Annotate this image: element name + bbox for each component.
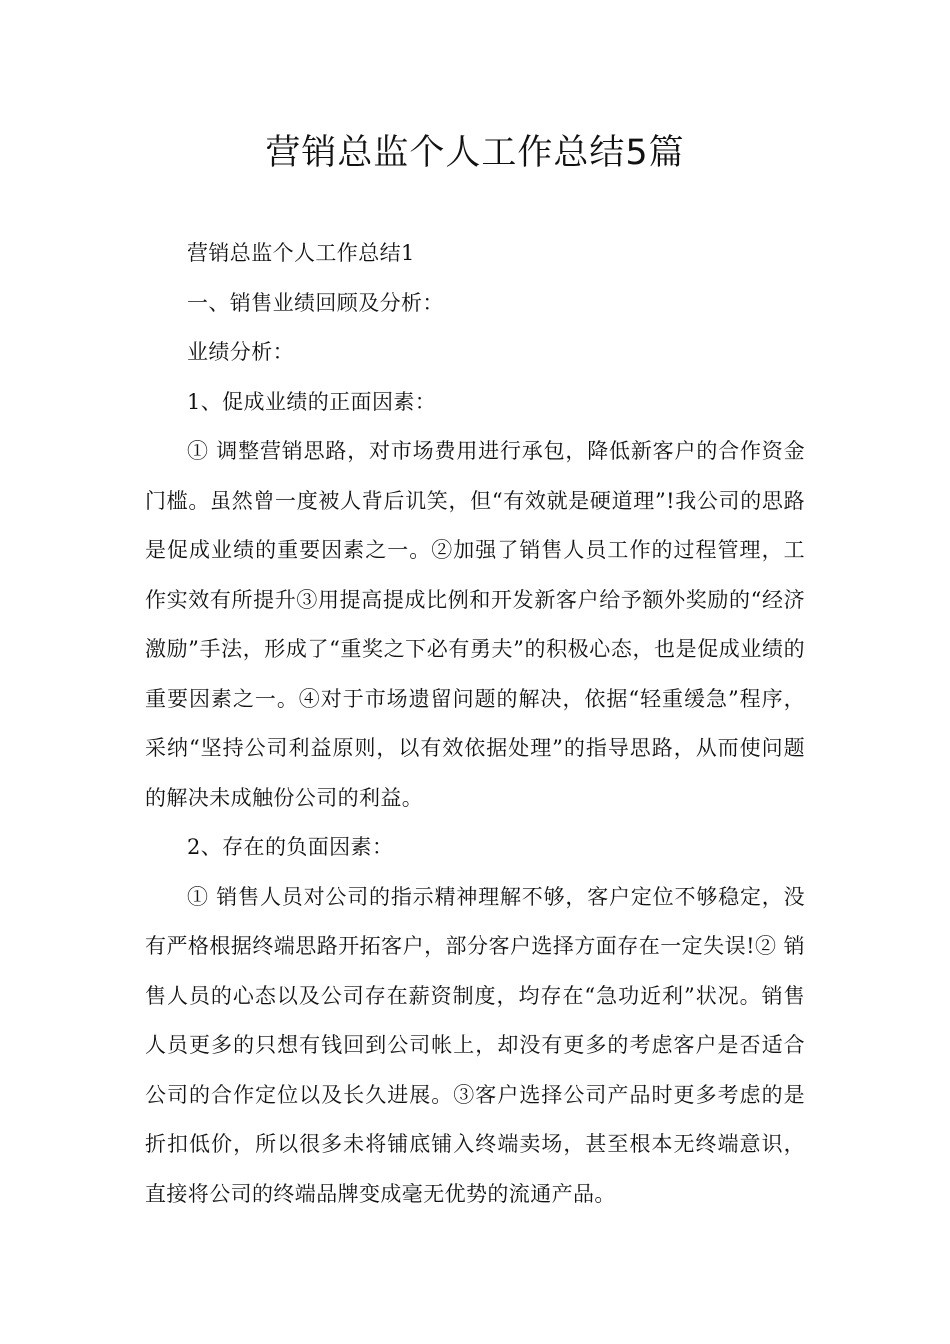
section-heading: 营销总监个人工作总结1 xyxy=(187,241,415,265)
document-body xyxy=(145,229,805,1219)
positive-factors-heading: 1、促成业绩的正面因素： xyxy=(187,389,437,414)
negative-factors-heading: 2、存在的负面因素： xyxy=(187,835,394,859)
subsection-heading: 一、销售业绩回顾及分析： xyxy=(187,290,444,315)
negative-factors-paragraph: ① 销售人员对公司的指示精神理解不够，客户定位不够稳定，没有严格根据终端思路开拓客户，部分客户选择方面存在一定失误!② 销售人员的心态以及公司存在薪资制度，均存在“急功近利”状况。销售人员更多的只想有钱回到公司帐上，却没有更多的考虑客户是否适合公司的合作定位以及长久进展。③客户选择公司产品时更多考虑的是折扣低价，所以很多未将铺底铺入终端卖场，甚至根本无终端意识，直接将公司的终端品牌变成毫无优势的流通产品。 xyxy=(145,884,805,1206)
positive-factors-paragraph: ① 调整营销思路，对市场费用进行承包，降低新客户的合作资金门槛。虽然曾一度被人背后讥笑，但“有效就是硬道理”!我公司的思路是促成业绩的重要因素之一。②加强了销售人员工作的过程管理，工作实效有所提升③用提高提成比例和开发新客户给予额外奖励的“经济激励”手法，形成了“重奖之下必有勇夫”的积极心态，也是促成业绩的重要因素之一。④对于市场遗留问题的解决，依据“轻重缓急”程序，采纳“坚持公司利益原则，以有效依据处理”的指导思路，从而使问题的解决未成触份公司的利益。 xyxy=(145,439,805,810)
document-title: 营销总监个人工作总结5篇 xyxy=(265,133,685,173)
analysis-label: 业绩分析： xyxy=(187,340,294,364)
